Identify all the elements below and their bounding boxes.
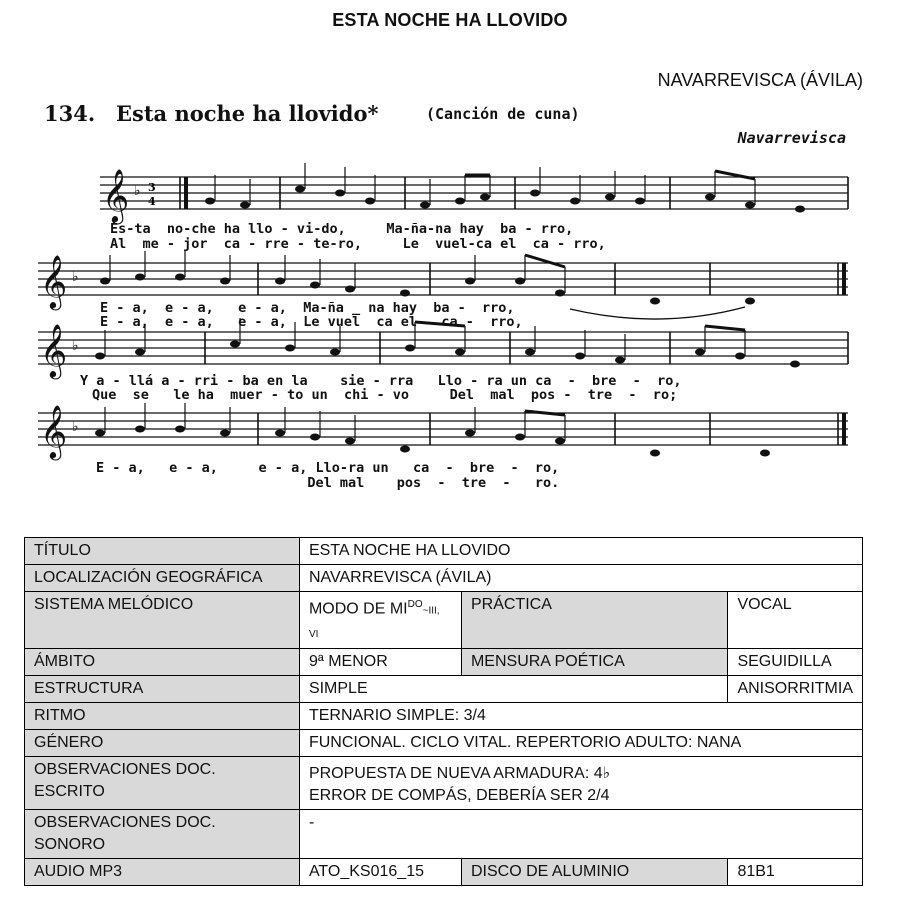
sistema-value: MODO DE $MI^{DO}\sim III$, VI bbox=[299, 592, 461, 649]
practica-value: VOCAL bbox=[728, 592, 863, 649]
lyric-line: E - a, e - a, e - a, Llo-ra un ca - bre - ro, bbox=[96, 460, 560, 476]
music-staves bbox=[30, 95, 860, 500]
disco-value: 81B1 bbox=[728, 859, 863, 886]
table-row bbox=[25, 757, 863, 810]
svg-text:4: 4 bbox=[148, 195, 156, 208]
genero-value: FUNCIONAL. CICLO VITAL. REPERTORIO ADULTO: NANA bbox=[299, 730, 862, 757]
svg-text:𝄞: 𝄞 bbox=[102, 168, 130, 222]
table-row bbox=[25, 565, 863, 592]
svg-text:♭: ♭ bbox=[72, 419, 79, 435]
location-header: NAVARREVISCA (ÁVILA) bbox=[657, 70, 863, 90]
svg-text:3: 3 bbox=[148, 181, 156, 194]
table-row bbox=[25, 703, 863, 730]
table-row bbox=[25, 730, 863, 757]
table-row bbox=[25, 649, 863, 676]
audio-label: AUDIO MP3 bbox=[25, 859, 300, 886]
ambito-label: ÁMBITO bbox=[25, 649, 300, 676]
ritmo-label: RITMO bbox=[25, 703, 300, 730]
localizacion-label: LOCALIZACIÓN GEOGRÁFICA bbox=[25, 565, 300, 592]
disco-label: DISCO DE ALUMINIO bbox=[461, 859, 727, 886]
music-score-image bbox=[30, 95, 860, 500]
table-row bbox=[25, 810, 863, 859]
table-row bbox=[25, 592, 863, 649]
score-number: 134. bbox=[44, 101, 96, 126]
lyric-line: E - a, e - a, e - a, Le vuel ca el ca - rro, bbox=[100, 314, 523, 330]
lyric-line: E - a, e - a, e - a, Ma-ña _ na hay ba - rro, bbox=[100, 300, 515, 316]
svg-text:𝄞: 𝄞 bbox=[40, 404, 68, 458]
score-title: Esta noche ha llovido* bbox=[116, 101, 379, 126]
estructura-label: ESTRUCTURA bbox=[25, 676, 300, 703]
localizacion-value: NAVARREVISCA (ÁVILA) bbox=[299, 565, 862, 592]
svg-text:♭: ♭ bbox=[72, 338, 79, 354]
lyric-line: Del mal pos - tre - ro. bbox=[96, 475, 560, 491]
svg-text:♭: ♭ bbox=[134, 183, 141, 199]
table-row bbox=[25, 538, 863, 565]
lyric-line: Al me - jor ca - rre - te-ro, Le vuel-ca el ca - rro, bbox=[110, 236, 606, 252]
audio-value: ATO_KS016_15 bbox=[299, 859, 461, 886]
obs-sonoro-value: - bbox=[299, 810, 862, 859]
mensura-label: MENSURA POÉTICA bbox=[461, 649, 727, 676]
obs-escrito-value: PROPUESTA DE NUEVA ARMADURA: 4♭ ERROR DE COMPÁS, DEBERÍA SER 2/4 bbox=[299, 757, 862, 810]
estructura-value: SIMPLE bbox=[299, 676, 728, 703]
page-title: ESTA NOCHE HA LLOVIDO bbox=[332, 10, 568, 30]
lyric-line: Que se le ha muer - to un chi - vo Del mal pos - tre - ro; bbox=[92, 387, 678, 403]
sistema-label: SISTEMA MELÓDICO bbox=[25, 592, 300, 649]
svg-text:♭: ♭ bbox=[72, 269, 79, 285]
ambito-value: 9ª MENOR bbox=[299, 649, 461, 676]
practica-label: PRÁCTICA bbox=[461, 592, 727, 649]
mensura-value: SEGUIDILLA bbox=[728, 649, 863, 676]
estructura-extra: ANISORRITMIA bbox=[728, 676, 863, 703]
ritmo-value: TERNARIO SIMPLE: 3/4 bbox=[299, 703, 862, 730]
lyric-line: Es-ta no-che ha llo - vi-do, Ma-ña-na hay ba - rro, bbox=[110, 221, 574, 237]
score-place: Navarrevisca bbox=[737, 129, 846, 147]
svg-text:𝄞: 𝄞 bbox=[40, 254, 68, 308]
score-subtitle: (Canción de cuna) bbox=[426, 105, 580, 123]
titulo-value: ESTA NOCHE HA LLOVIDO bbox=[299, 538, 862, 565]
svg-text:𝄞: 𝄞 bbox=[40, 323, 68, 377]
obs-escrito-label: OBSERVACIONES DOC. ESCRITO bbox=[25, 757, 300, 810]
obs-sonoro-label: OBSERVACIONES DOC. SONORO bbox=[25, 810, 300, 859]
table-row bbox=[25, 859, 863, 886]
metadata-table bbox=[24, 537, 863, 886]
table-row bbox=[25, 676, 863, 703]
genero-label: GÉNERO bbox=[25, 730, 300, 757]
titulo-label: TÍTULO bbox=[25, 538, 300, 565]
lyric-line: Y a - llá a - rri - ba en la sie - rra Llo - ra un ca - bre - ro, bbox=[80, 373, 682, 389]
